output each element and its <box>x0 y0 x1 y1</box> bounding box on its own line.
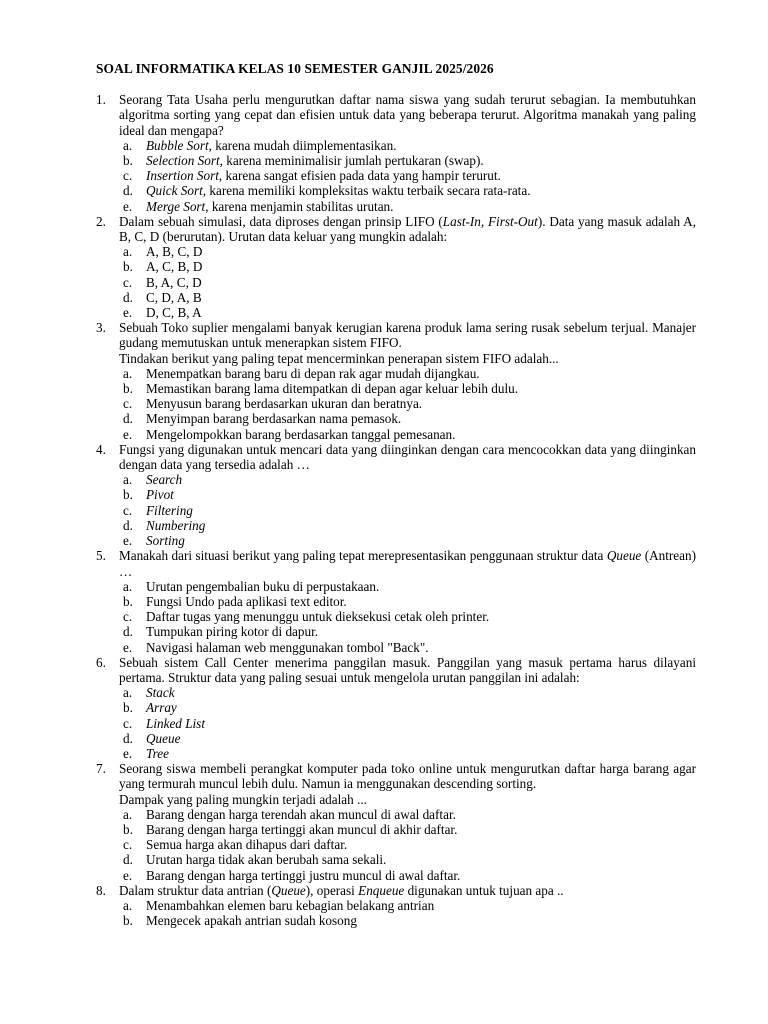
option-e <box>119 640 696 655</box>
option-term: Pivot <box>146 487 174 503</box>
question-text-part: Manakah dari situasi berikut yang paling tepat merepresentasikan penggunaan struktur data <box>119 548 607 564</box>
option-text: A, C, B, D <box>146 259 203 275</box>
option-list <box>119 138 696 214</box>
question-5 <box>96 548 696 654</box>
option-e <box>119 533 696 548</box>
question-text: Seorang Tata Usaha perlu mengurutkan daftar nama siswa yang sudah terurut sebagian. Ia membutuhkan algoritma sorting yang cepat dan efisien untuk data yang beberapa terurut. Algoritma manakah yang paling ideal dan mengapa? <box>119 92 696 138</box>
option-text: Barang dengan harga tertinggi akan muncul di akhir daftar. <box>146 821 458 837</box>
option-list <box>119 244 696 320</box>
question-number: 4. <box>96 441 106 457</box>
option-d <box>119 518 696 533</box>
question-number: 6. <box>96 654 106 670</box>
question-text: Seorang siswa membeli perangkat komputer pada toko online untuk mengurutkan daftar harga barang agar yang termurah muncul lebih dulu. Namun ia menggunakan descending sorting. <box>119 761 696 792</box>
option-text: Menyimpan barang berdasarkan nama pemasok. <box>146 411 402 427</box>
option-term: Filtering <box>146 502 193 518</box>
question-text-part: Dalam sebuah simulasi, data diproses dengan prinsip LIFO ( <box>119 213 443 229</box>
option-e <box>119 305 696 320</box>
option-list <box>119 898 696 928</box>
question-3 <box>96 320 696 442</box>
option-letter: a. <box>123 365 133 381</box>
option-c <box>119 716 696 731</box>
question-prompt: Tindakan berikut yang paling tepat mencerminkan penerapan sistem FIFO adalah... <box>119 350 559 366</box>
option-text: D, C, B, A <box>146 305 202 321</box>
option-e <box>119 746 696 761</box>
option-letter: b. <box>123 913 133 929</box>
option-a <box>119 138 696 153</box>
option-letter: d. <box>123 289 133 305</box>
question-text-part: Dalam struktur data antrian ( <box>119 882 272 898</box>
option-term: Sorting <box>146 533 185 549</box>
option-text: Urutan pengembalian buku di perpustakaan. <box>146 578 380 594</box>
option-list <box>119 366 696 442</box>
option-term: Queue <box>146 730 181 746</box>
option-letter: e. <box>123 745 133 761</box>
option-list <box>119 685 696 761</box>
option-e <box>119 868 696 883</box>
option-text: Fungsi Undo pada aplikasi text editor. <box>146 593 347 609</box>
option-d <box>119 290 696 305</box>
question-number: 8. <box>96 882 106 898</box>
option-text: Navigasi halaman web menggunakan tombol "Back". <box>146 639 429 655</box>
option-text: Semua harga akan dihapus dari daftar. <box>146 837 348 853</box>
option-text: , karena meminimalisir jumlah pertukaran (swap). <box>219 153 484 169</box>
option-text: A, B, C, D <box>146 244 203 260</box>
option-c <box>119 503 696 518</box>
question-term: Queue <box>271 882 306 898</box>
option-letter: b. <box>123 821 133 837</box>
option-letter: e. <box>123 639 133 655</box>
option-letter: b. <box>123 487 133 503</box>
option-d <box>119 624 696 639</box>
option-letter: a. <box>123 578 133 594</box>
option-b <box>119 822 696 837</box>
option-a <box>119 472 696 487</box>
option-letter: a. <box>123 897 133 913</box>
option-text: Menyusun barang berdasarkan ukuran dan beratnya. <box>146 396 423 412</box>
option-letter: e. <box>123 426 133 442</box>
option-c <box>119 837 696 852</box>
option-list <box>119 579 696 655</box>
option-text: Tumpukan piring kotor di dapur. <box>146 624 319 640</box>
option-letter: a. <box>123 244 133 260</box>
option-text: Daftar tugas yang menunggu untuk dieksekusi cetak oleh printer. <box>146 609 490 625</box>
option-letter: d. <box>123 183 133 199</box>
option-text: C, D, A, B <box>146 289 202 305</box>
question-term: Queue <box>606 548 642 564</box>
option-text: B, A, C, D <box>146 274 202 290</box>
question-term: Last-In, First-Out <box>442 213 538 229</box>
option-letter: c. <box>123 396 133 412</box>
option-e <box>119 427 696 442</box>
option-c <box>119 396 696 411</box>
option-term: Linked List <box>146 715 205 731</box>
option-letter: b. <box>123 153 133 169</box>
question-1 <box>96 92 696 214</box>
question-text <box>119 214 696 244</box>
option-letter: d. <box>123 411 133 427</box>
question-text: Fungsi yang digunakan untuk mencari data yang diinginkan dengan cara mencocokkan data yang diinginkan dengan data yang tersedia adalah … <box>119 441 696 473</box>
option-letter: a. <box>123 806 133 822</box>
question-list <box>96 92 696 928</box>
question-text <box>119 548 696 578</box>
option-term: Merge Sort <box>146 198 206 214</box>
option-d <box>119 852 696 867</box>
option-letter: d. <box>123 624 133 640</box>
option-letter: a. <box>123 685 133 701</box>
option-c <box>119 168 696 183</box>
option-d <box>119 183 696 198</box>
question-prompt: Dampak yang paling mungkin terjadi adalah ... <box>119 791 367 807</box>
option-letter: c. <box>123 715 133 731</box>
option-text: , karena sangat efisien pada data yang hampir terurut. <box>218 168 501 184</box>
option-b <box>119 487 696 502</box>
option-letter: d. <box>123 852 133 868</box>
option-text: Menempatkan barang baru di depan rak agar mudah dijangkau. <box>146 365 480 381</box>
page-title: SOAL INFORMATIKA KELAS 10 SEMESTER GANJIL 2025/2026 <box>96 61 494 76</box>
question-8 <box>96 883 696 929</box>
question-4 <box>96 442 696 548</box>
option-letter: d. <box>123 517 133 533</box>
option-b <box>119 594 696 609</box>
option-text: Memastikan barang lama ditempatkan di depan agar keluar lebih dulu. <box>146 381 519 397</box>
option-a <box>119 807 696 822</box>
question-text: Sebuah Toko suplier mengalami banyak kerugian karena produk lama sering rusak sebelum terjual. Manajer gudang memutuskan untuk menerapkan sistem FIFO. <box>119 320 696 351</box>
option-term: Numbering <box>146 517 206 533</box>
option-letter: b. <box>123 593 133 609</box>
question-number: 3. <box>96 320 106 336</box>
question-text-part: ). Data yang masuk adalah A, B, C, D (berurutan). Urutan data keluar yang mungkin adalah: <box>119 213 697 245</box>
option-letter: c. <box>123 502 133 518</box>
question-number: 1. <box>96 92 106 108</box>
option-a <box>119 366 696 381</box>
option-text: Barang dengan harga terendah akan muncul di awal daftar. <box>146 806 456 822</box>
option-term: Tree <box>146 745 169 761</box>
option-term: Selection Sort <box>146 153 220 169</box>
option-text: Urutan harga tidak akan berubah sama sekali. <box>146 852 387 868</box>
option-term: Array <box>146 700 177 716</box>
option-letter: b. <box>123 381 133 397</box>
option-letter: c. <box>123 168 133 184</box>
question-text-part: ), operasi <box>305 882 359 898</box>
option-text: Menambahkan elemen baru kebagian belakang antrian <box>146 897 435 913</box>
question-7 <box>96 761 696 883</box>
option-term: Stack <box>146 685 175 701</box>
option-b <box>119 381 696 396</box>
option-letter: c. <box>123 609 133 625</box>
question-2 <box>96 214 696 320</box>
option-text: Mengelompokkan barang berdasarkan tanggal pemesanan. <box>146 426 456 442</box>
option-letter: c. <box>123 274 133 290</box>
option-b <box>119 153 696 168</box>
option-term: Quick Sort <box>146 183 203 199</box>
option-b <box>119 913 696 928</box>
option-letter: e. <box>123 533 133 549</box>
question-number: 2. <box>96 213 106 229</box>
option-term: Search <box>146 472 183 488</box>
option-letter: e. <box>123 305 133 321</box>
option-letter: b. <box>123 259 133 275</box>
option-letter: b. <box>123 700 133 716</box>
option-d <box>119 411 696 426</box>
question-6 <box>96 655 696 761</box>
option-text: , karena menjamin stabilitas urutan. <box>205 198 394 214</box>
option-term: Bubble Sort <box>146 137 209 153</box>
option-b <box>119 700 696 715</box>
option-d <box>119 731 696 746</box>
option-c <box>119 275 696 290</box>
question-number: 5. <box>96 548 106 564</box>
option-letter: e. <box>123 867 133 883</box>
option-letter: d. <box>123 730 133 746</box>
question-text: Sebuah sistem Call Center menerima panggilan masuk. Panggilan yang masuk pertama harus dilayani pertama. Struktur data yang paling sesuai untuk mengelola urutan panggilan ini adalah: <box>119 654 696 685</box>
option-term: Insertion Sort <box>146 168 219 184</box>
option-c <box>119 609 696 624</box>
question-term: Enqueue <box>358 882 405 898</box>
option-letter: e. <box>123 198 133 214</box>
question-text <box>119 883 696 898</box>
option-text: Mengecek apakah antrian sudah kosong <box>146 913 357 929</box>
question-text-part: digunakan untuk tujuan apa .. <box>404 882 564 898</box>
option-text: Barang dengan harga tertinggi justru muncul di awal daftar. <box>146 867 461 883</box>
option-letter: a. <box>123 472 133 488</box>
option-list <box>119 472 696 548</box>
option-b <box>119 259 696 274</box>
question-text-part: (Antrean) … <box>119 548 696 579</box>
option-e <box>119 199 696 214</box>
option-text: , karena memiliki kompleksitas waktu terbaik secara rata-rata. <box>202 183 531 199</box>
option-letter: a. <box>123 137 133 153</box>
option-a <box>119 685 696 700</box>
option-text: , karena mudah diimplementasikan. <box>208 137 397 153</box>
option-letter: c. <box>123 837 133 853</box>
option-a <box>119 579 696 594</box>
option-list <box>119 807 696 883</box>
option-a <box>119 898 696 913</box>
question-number: 7. <box>96 761 106 777</box>
option-a <box>119 244 696 259</box>
